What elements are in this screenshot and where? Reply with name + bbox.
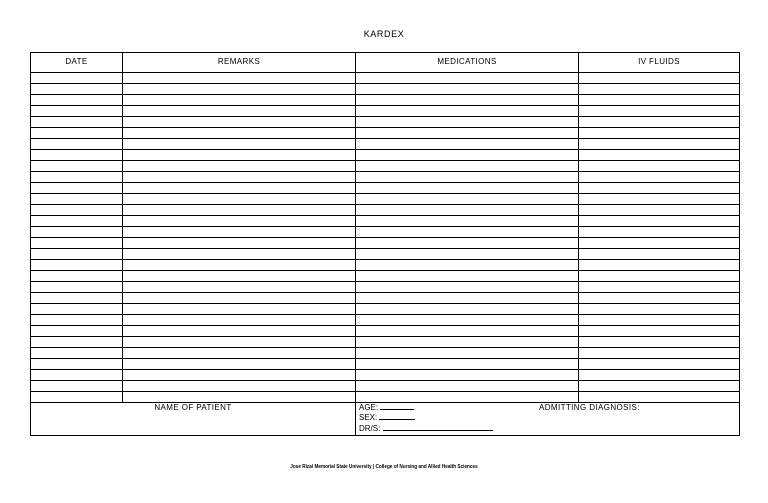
sex-field	[359, 412, 415, 422]
header-medications: MEDICATIONS	[437, 57, 497, 66]
doctor-blank	[383, 423, 493, 431]
row-line	[31, 347, 739, 348]
patient-name-label: NAME OF PATIENT	[154, 403, 232, 412]
row-line	[31, 369, 739, 370]
row-line	[31, 193, 739, 194]
row-line	[31, 292, 739, 293]
row-line	[31, 259, 739, 260]
doctor-label: DR/S:	[359, 424, 381, 433]
row-line	[31, 105, 739, 106]
row-line	[31, 314, 739, 315]
row-line	[31, 171, 739, 172]
page-footer: Jose Rizal Memorial State University | College of Nursing and Allied Health Sciences	[290, 464, 478, 470]
row-line	[31, 116, 739, 117]
sex-label: SEX:	[359, 413, 378, 422]
row-line	[31, 83, 739, 84]
row-line	[31, 391, 739, 392]
age-label: AGE:	[359, 403, 379, 412]
row-line	[31, 215, 739, 216]
header-remarks: REMARKS	[217, 57, 261, 66]
sex-blank	[379, 412, 415, 420]
row-line	[31, 380, 739, 381]
kardex-title: KARDEX	[363, 29, 405, 39]
row-line	[31, 358, 739, 359]
row-line	[31, 226, 739, 227]
age-field	[359, 402, 414, 412]
header-date: DATE	[65, 57, 88, 66]
row-line	[31, 138, 739, 139]
row-line	[31, 336, 739, 337]
row-line	[31, 281, 739, 282]
row-line	[31, 325, 739, 326]
row-line	[31, 94, 739, 95]
row-line	[31, 248, 739, 249]
admitting-diagnosis-label: ADMITTING DIAGNOSIS:	[539, 403, 640, 412]
row-line	[31, 402, 739, 403]
row-line	[31, 204, 739, 205]
row-line	[31, 270, 739, 271]
age-blank	[380, 402, 414, 410]
row-line	[31, 182, 739, 183]
header-iv-fluids: IV FLUIDS	[638, 57, 680, 66]
row-line	[31, 149, 739, 150]
row-line	[31, 237, 739, 238]
row-line	[31, 303, 739, 304]
doctor-field	[359, 423, 493, 433]
row-line	[31, 160, 739, 161]
row-line	[31, 72, 739, 73]
patient-section-divider	[355, 402, 356, 435]
row-line	[31, 127, 739, 128]
kardex-sheet	[30, 52, 740, 436]
